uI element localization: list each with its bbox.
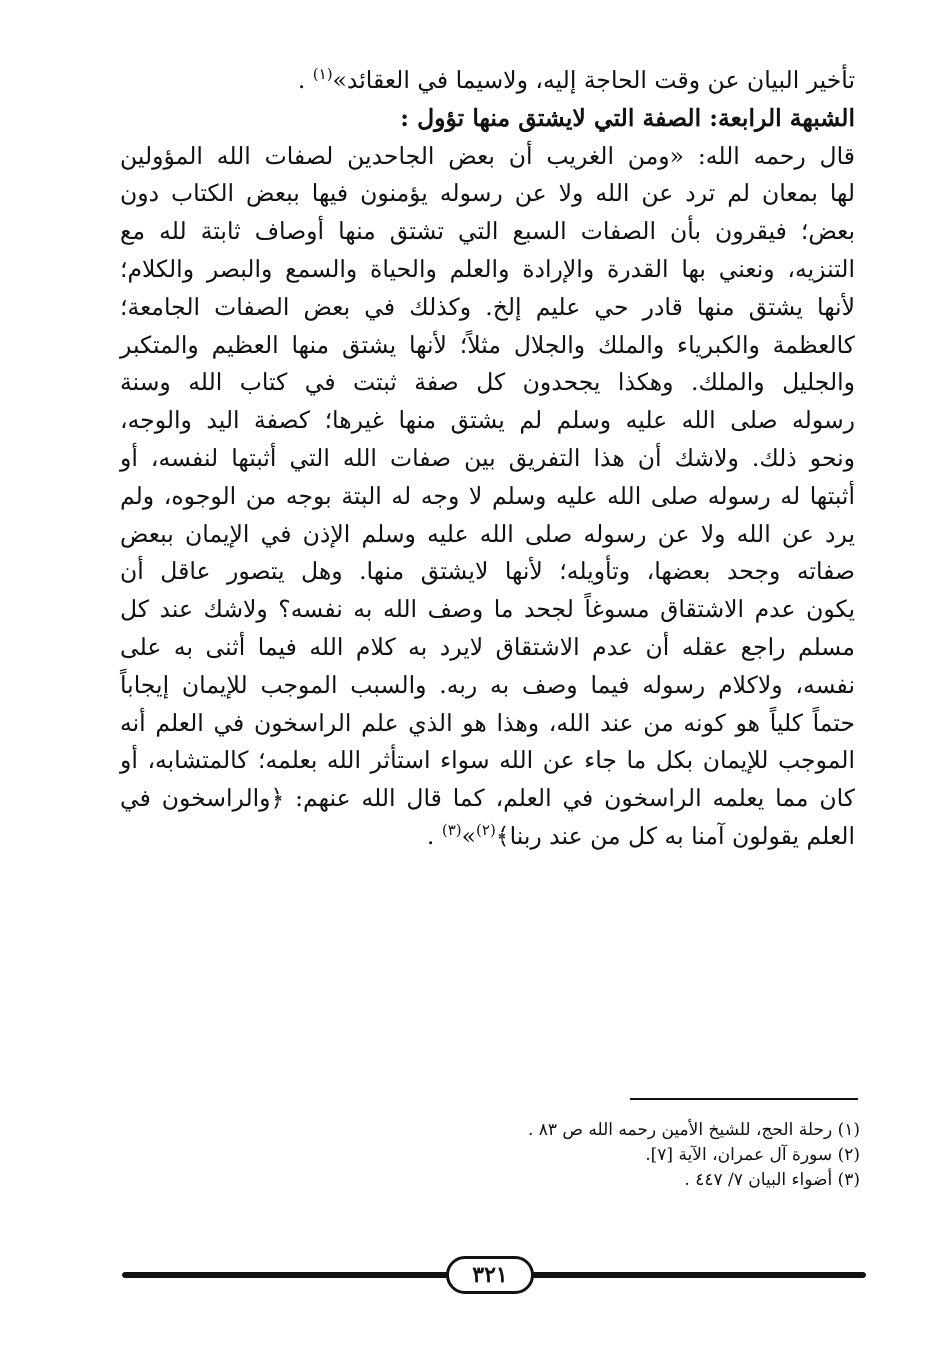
- footnotes: [300, 1118, 860, 1193]
- closing-quote: »: [461, 821, 477, 850]
- footnote-2: (٢) سورة آل عمران، الآية [٧].: [645, 1145, 860, 1165]
- line-text: تأخير البيان عن وقت الحاجة إليه، ولاسيما في العقائد»: [332, 66, 855, 94]
- text-line-14: صفاته وجحد بعضها، وتأويله؛ لأنها لايشتق منها. وهل يتصور عاقل أن: [120, 557, 855, 586]
- text-line-9: والجليل والملك. وهكذا يجحدون كل صفة ثبتت في كتاب الله وسنة: [120, 368, 855, 397]
- text-line-16: مسلم راجع عقله أن عدم الاشتقاق لايرد به كلام الله فيما أثنى به على: [120, 632, 855, 661]
- text-line-15: يكون عدم الاشتقاق مسوغاً لجحد ما وصف الله به نفسه؟ ولاشك عند كل: [120, 595, 855, 624]
- footnote-ref-1: (١): [312, 65, 333, 84]
- text-line-20: كان مما يعلمه الراسخون في العلم، كما قال الله عنهم: ﴿والراسخون في: [120, 784, 855, 813]
- text-line-7: لأنها يشتق منها قادر حي عليم إلخ. وكذلك في بعض الصفات الجامعة؛: [120, 292, 855, 321]
- text-line-12: أثبتها له رسوله صلى الله عليه وسلم لا وجه له البتة بوجه من الوجوه، ولم: [120, 481, 855, 510]
- line-text: العلم يقولون آمنا به كل من عند ربنا﴾: [495, 821, 855, 850]
- page-number: ٣٢١: [446, 1256, 534, 1294]
- text-line-13: يرد عن الله ولا عن رسوله صلى الله عليه وسلم الإذن في الإيمان ببعض: [120, 519, 855, 548]
- text-line-4: لها بمعان لم ترد عن الله ولا عن رسوله يؤمنون فيها ببعض الكتاب دون: [120, 179, 855, 208]
- text-line-10: رسوله صلى الله عليه وسلم لم يشتق منها غيرها؛ كصفة اليد والوجه،: [120, 406, 855, 435]
- text-line-17: نفسه، ولاكلام رسوله فيما وصف به ربه. والسبب الموجب للإيمان إيجاباً: [120, 670, 855, 699]
- bottom-rule-right: [530, 1272, 866, 1278]
- text-line-11: ونحو ذلك. ولاشك أن هذا التفريق بين صفات الله التي أثبتها لنفسه، أو: [120, 443, 855, 472]
- line-suffix: .: [426, 821, 442, 850]
- footnote-ref-3: (٣): [441, 821, 462, 840]
- main-text: [120, 62, 855, 856]
- text-line-3: قال رحمه الله: «ومن الغريب أن بعض الجاحدين لصفات الله المؤولين: [120, 141, 855, 170]
- footnote-1: (١) رحلة الحج، للشيخ الأمين رحمه الله ص ٨٣ .: [527, 1120, 860, 1140]
- text-line-19: الموجب للإيمان بكل ما جاء عن الله سواء استأثر الله بعلمه؛ كالمتشابه، أو: [120, 746, 855, 775]
- text-line-8: كالعظمة والكبرياء والملك والجلال مثلاً؛ لأنها يشتق منها العظيم والمتكبر: [120, 330, 855, 359]
- text-line-5: بعض؛ فيقرون بأن الصفات السبع التي تشتق منها أوصاف ثابتة لله مع: [120, 217, 855, 246]
- text-line-18: حتماً كلياً هو كونه من عند الله، وهذا هو الذي علم الراسخون في العلم أنه: [120, 708, 855, 737]
- text-line-6: التنزيه، ونعني بها القدرة والإرادة والعلم والحياة والسمع والبصر والكلام؛: [120, 254, 855, 283]
- bottom-rule-left: [122, 1272, 452, 1278]
- footnote-ref-2: (٢): [476, 821, 496, 840]
- line-suffix: .: [297, 66, 313, 94]
- footnote-3: (٣) أضواء البيان ٧/ ٤٤٧ .: [684, 1170, 860, 1190]
- text-line-21: [120, 818, 855, 856]
- footnote-separator: [630, 1098, 858, 1100]
- section-heading: الشبهة الرابعة: الصفة التي لايشتق منها تؤول :: [400, 103, 855, 132]
- text-line-1: [120, 62, 855, 100]
